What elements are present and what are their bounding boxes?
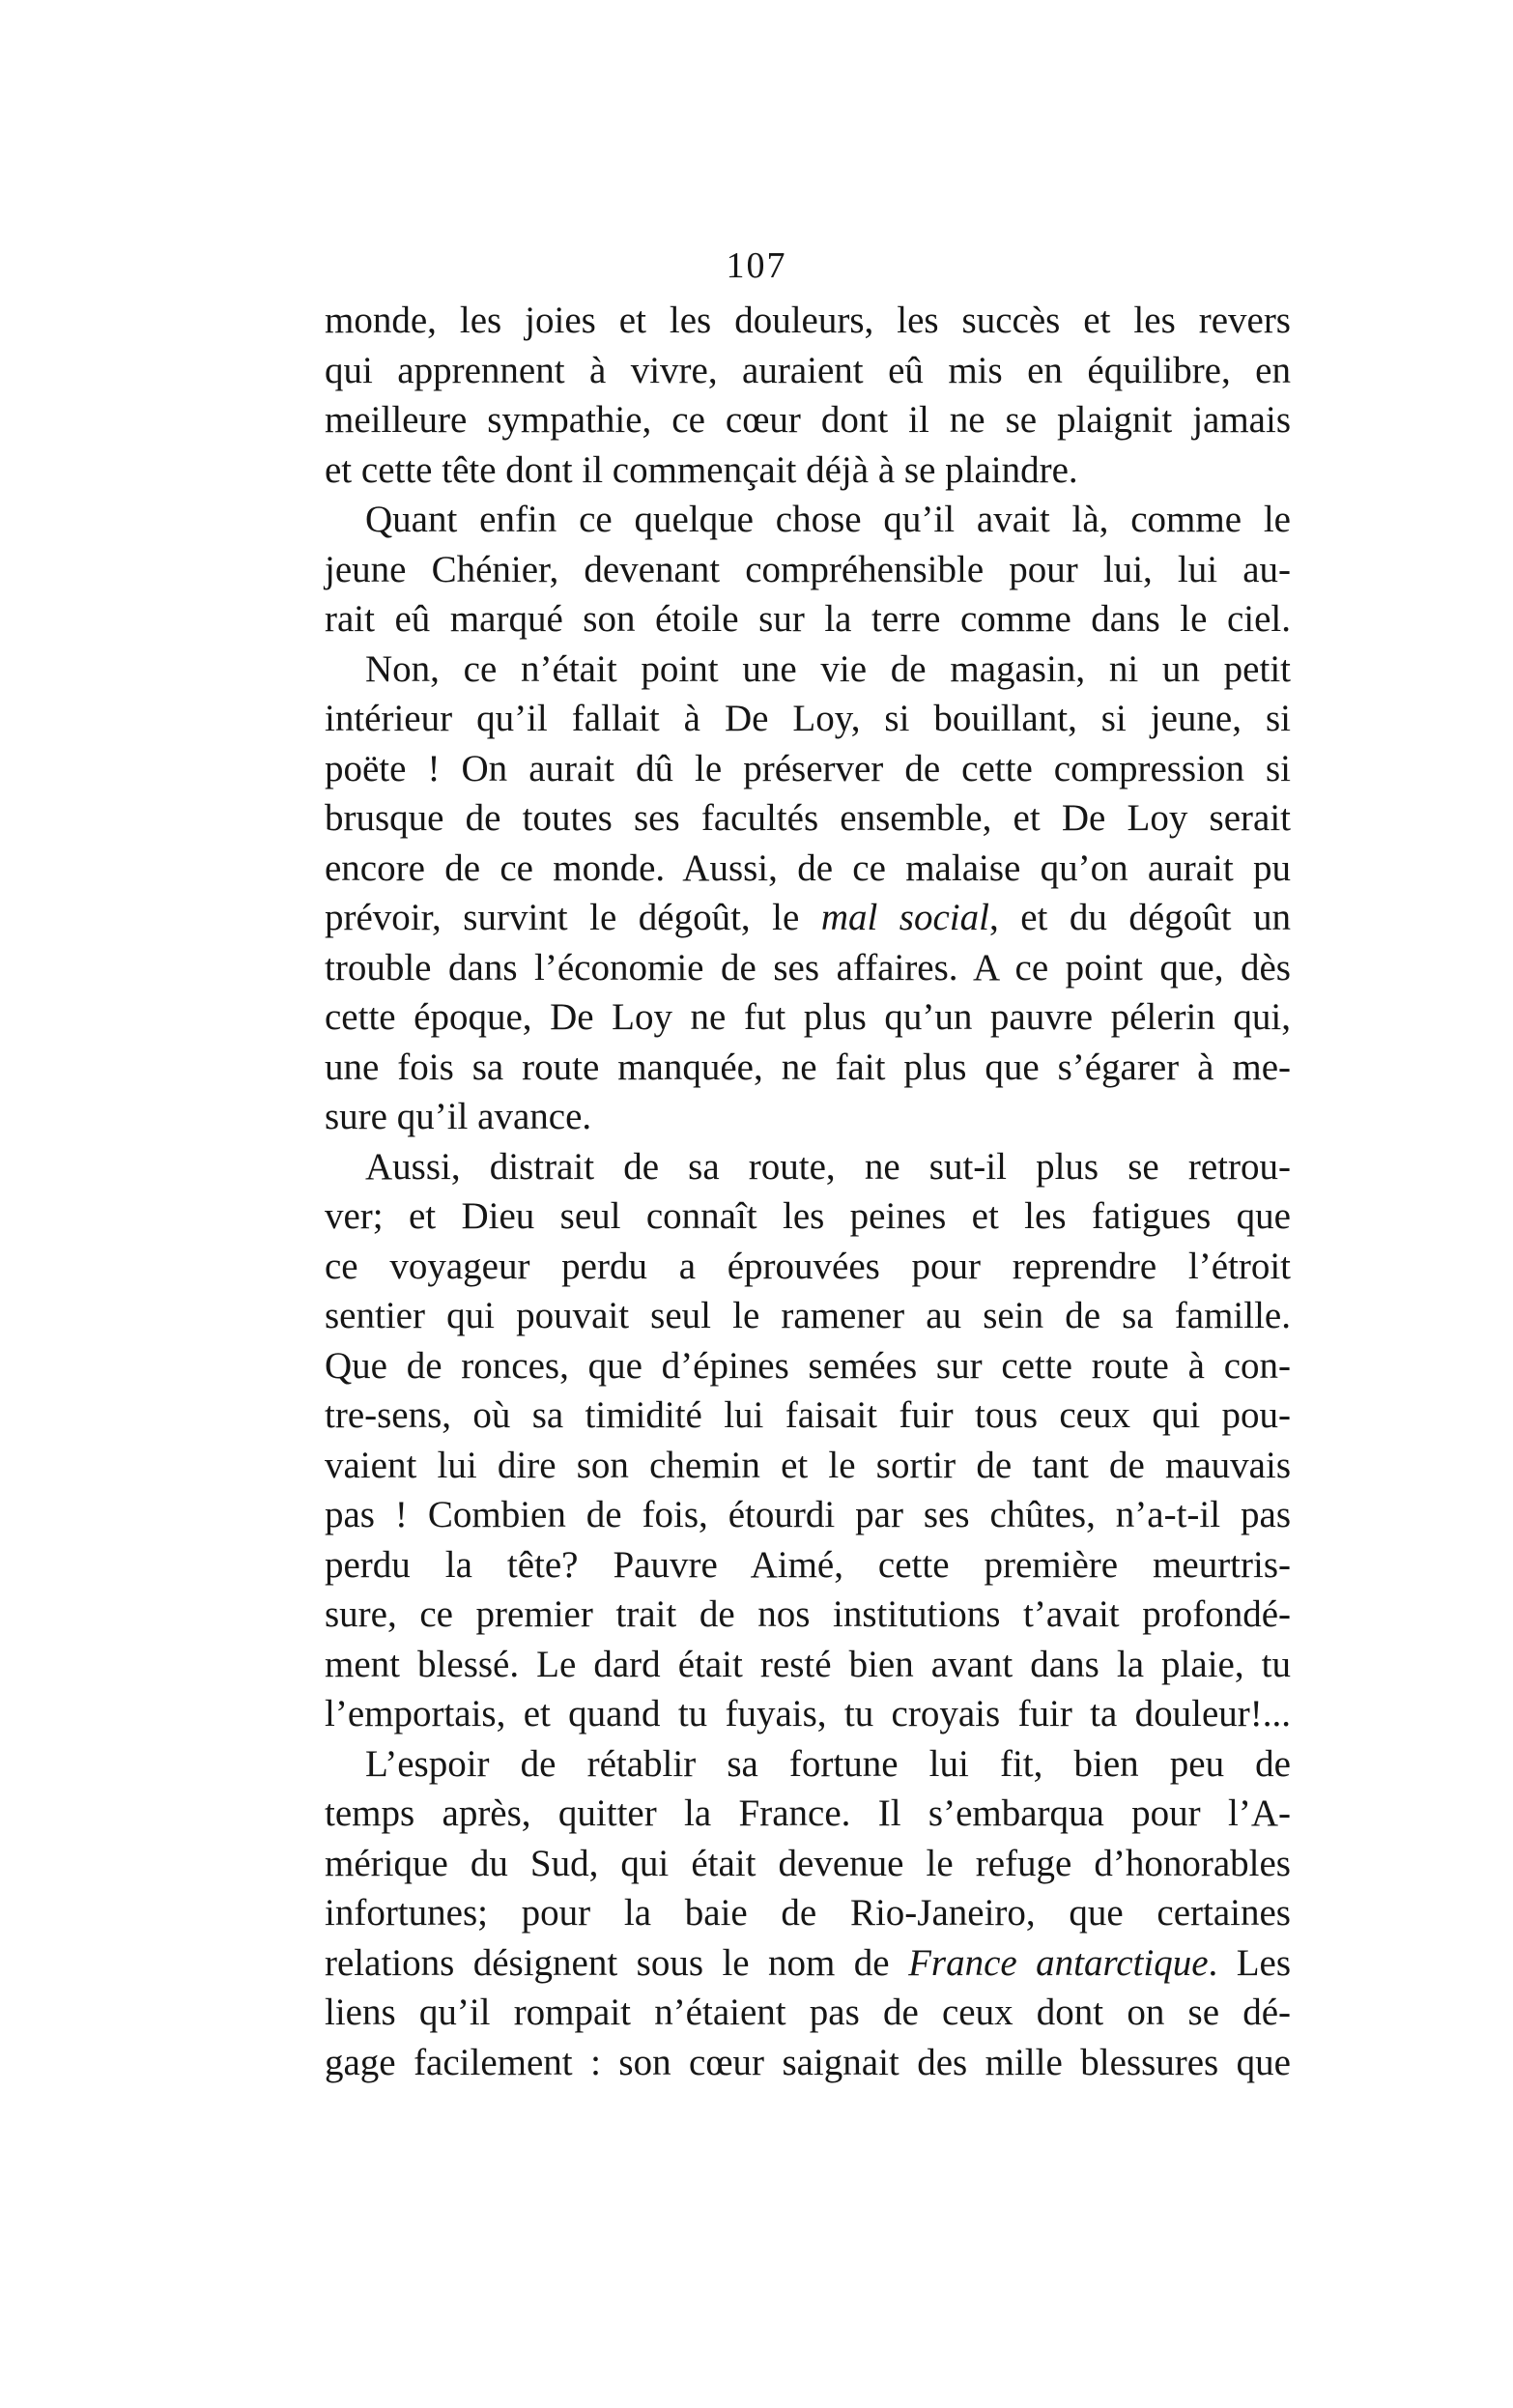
text-line: Que de ronces, que d’épines semées sur cette route à con- [325, 1344, 1291, 1387]
body-text [325, 296, 1291, 2087]
text-segment: relations désignent sous le nom de [325, 1941, 890, 1984]
text-line: L’espoir de rétablir sa fortune lui fit, bien peu de [365, 1742, 1291, 1785]
text-line: sure, ce premier trait de nos institutions t’avait profondé- [325, 1593, 1291, 1635]
text-line: Quant enfin ce quelque chose qu’il avait là, comme le [365, 499, 1291, 540]
text-line: qui apprennent à vivre, auraient eû mis en équilibre, en [325, 349, 1291, 391]
italic-phrase: France antarctique [908, 1941, 1209, 1984]
text-line: mérique du Sud, qui était devenue le refuge d’honorables [325, 1842, 1291, 1884]
text-line-with-emphasis [325, 893, 1291, 943]
text-line: sentier qui pouvait seul le ramener au sein de sa famille. [325, 1295, 1291, 1336]
text-line: meilleure sympathie, ce cœur dont il ne se plaignit jamais [325, 399, 1291, 441]
text-line: trouble dans l’économie de ses affaires. A ce point que, dès [325, 946, 1291, 989]
text-line: ment blessé. Le dard était resté bien avant dans la plaie, tu [325, 1643, 1291, 1685]
italic-phrase: mal social [820, 897, 989, 938]
text-line: encore de ce monde. Aussi, de ce malaise qu’on aurait pu [325, 846, 1291, 889]
text-segment: , et du dégoût un [988, 897, 1291, 938]
text-line: pas ! Combien de fois, étourdi par ses chûtes, n’a-t-il pas [325, 1494, 1291, 1535]
text-line: intérieur qu’il fallait à De Loy, si bouillant, si jeune, si [325, 698, 1291, 739]
text-line: sure qu’il avance. [325, 1096, 592, 1137]
text-line: infortunes; pour la baie de Rio-Janeiro, que certaines [325, 1892, 1291, 1934]
text-line: perdu la tête? Pauvre Aimé, cette première meurtris- [325, 1543, 1291, 1586]
page-number: 107 [726, 245, 787, 286]
text-line: rait eû marqué son étoile sur la terre comme dans le ciel. [325, 598, 1291, 640]
text-line: ver; et Dieu seul connaît les peines et les fatigues que [325, 1195, 1291, 1237]
text-line: l’emportais, et quand tu fuyais, tu croyais fuir ta douleur!... [325, 1693, 1291, 1734]
text-line: vaient lui dire son chemin et le sortir de tant de mauvais [325, 1444, 1291, 1486]
text-line: liens qu’il rompait n’étaient pas de ceux dont on se dé- [325, 1992, 1291, 2033]
text-line: Aussi, distrait de sa route, ne sut-il plus se retrou- [365, 1145, 1291, 1188]
text-line: Non, ce n’était point une vie de magasin, ni un petit [365, 647, 1291, 690]
text-segment: prévoir, survint le dégoût, le [325, 897, 800, 938]
text-line: temps après, quitter la France. Il s’embarqua pour l’A- [325, 1792, 1291, 1834]
text-line: brusque de toutes ses facultés ensemble, et De Loy serait [325, 797, 1291, 839]
text-line: gage facilement : son cœur saignait des mille blessures que [325, 2041, 1291, 2083]
text-line: et cette tête dont il commençait déjà à se plaindre. [325, 448, 1078, 491]
text-line: ce voyageur perdu a éprouvées pour reprendre l’étroit [325, 1245, 1291, 1287]
text-segment: . Les [1208, 1941, 1292, 1984]
text-line: monde, les joies et les douleurs, les succès et les revers [325, 300, 1291, 341]
text-line: jeune Chénier, devenant compréhensible pour lui, lui au- [325, 548, 1291, 590]
text-line: poëte ! On aurait dû le préserver de cette compression si [325, 747, 1291, 789]
text-line: cette époque, De Loy ne fut plus qu’un pauvre pélerin qui, [325, 996, 1291, 1038]
text-line: une fois sa route manquée, ne fait plus que s’égarer à me- [325, 1046, 1291, 1088]
text-line-with-emphasis [325, 1938, 1291, 1989]
text-line: tre-sens, où sa timidité lui faisait fuir tous ceux qui pou- [325, 1394, 1291, 1436]
